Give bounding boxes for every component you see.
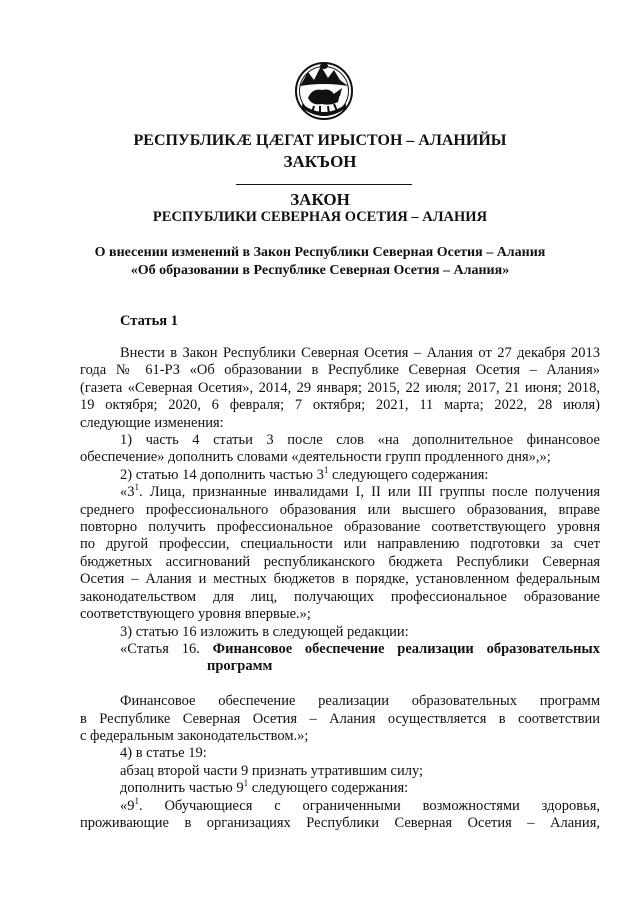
- intro-line: 19 октября; 2020, 6 февраля; 7 октября; 2021, 11 марта; 2022, 28 июля): [80, 397, 600, 414]
- item-4b: дополнить частью $9^1$ следующего содержания:: [120, 778, 409, 797]
- header-divider: [236, 184, 412, 185]
- blank-line: [80, 676, 600, 693]
- article-16-heading: «Статья 16. Финансовое обеспечение реализации образовательных: [120, 640, 601, 657]
- finance-line: с федеральным законодательством.»;: [80, 727, 309, 744]
- quote-3-line: повторно получить профессиональное образование соответствующего уровня: [80, 519, 600, 536]
- article-heading: Статья 1: [120, 313, 178, 329]
- finance-line: Финансовое обеспечение реализации образовательных программ: [120, 693, 600, 710]
- quote-3-line: соответствующего уровня впервые.»;: [80, 606, 311, 623]
- item-4: 4) в статье 19:: [120, 745, 207, 762]
- intro-line: следующие изменения:: [80, 414, 224, 431]
- quote-3-line: Осетия – Алания и местных бюджетов в порядке, установленном федеральным: [80, 571, 600, 588]
- item-4a: абзац второй части 9 признать утратившим силу;: [120, 762, 424, 779]
- intro-line: (газета «Северная Осетия», 2014, 29 января; 2015, 22 июля; 2017, 21 июня; 2018,: [80, 379, 600, 396]
- item-2: 2) статью 14 дополнить частью $3^1$ следующего содержания:: [120, 464, 489, 483]
- quote-3-line: среднего профессионального образования или высшего образования, вправе: [80, 501, 600, 518]
- law-title: ЗАКОН: [290, 190, 350, 209]
- finance-line: в Республике Северная Осетия – Алания осуществляется в соответствии: [80, 710, 600, 727]
- subject-line-2: «Об образовании в Республике Северная Осетия – Алания»: [130, 263, 510, 278]
- coat-of-arms-icon: [294, 58, 354, 124]
- ossetian-law-heading: ЗАКЪОН: [283, 152, 357, 171]
- quote-9-line: проживающие в организациях Республики Северная Осетия – Алания,: [80, 814, 600, 831]
- quote-9-first-line: «$9^1$. Обучающиеся с ограниченными возможностями здоровья,: [120, 795, 600, 814]
- subject-line-1: О внесении изменений в Закон Республики Северная Осетия – Алания: [94, 245, 546, 260]
- quote-3-line: законодательством для лиц, получающих профессиональное образование: [80, 588, 600, 605]
- quote-3-line: бюджетных ассигнований республиканского бюджета Республики Северная: [80, 553, 600, 570]
- article-heading-block: [80, 313, 600, 330]
- ossetian-republic-heading: РЕСПУБЛИКÆ ЦÆГАТ ИРЫСТОН – АЛАНИЙЫ: [133, 132, 507, 149]
- item-3: 3) статью 16 изложить в следующей редакции:: [120, 623, 409, 640]
- quote-3-first-line: «$3^1$. Лица, признанные инвалидами I, II или III группы после получения: [120, 482, 600, 501]
- article-16-heading-cont: программ: [207, 658, 273, 675]
- republic-name: РЕСПУБЛИКИ СЕВЕРНАЯ ОСЕТИЯ – АЛАНИЯ: [152, 209, 488, 225]
- item-1-line: обеспечение» дополнить словами «деятельности групп продленного дня»,»;: [80, 449, 551, 466]
- quote-3-line: по другой профессии, специальности или направлению подготовки за счет: [80, 536, 600, 553]
- intro-line: Внести в Закон Республики Северная Осетия – Алания от 27 декабря 2013: [120, 345, 600, 361]
- article-body: [80, 345, 600, 832]
- intro-line: года № 61-РЗ «Об образовании в Республике Северная Осетия – Алания»: [80, 362, 600, 379]
- item-1-line: 1) часть 4 статьи 3 после слов «на дополнительное финансовое: [120, 432, 600, 449]
